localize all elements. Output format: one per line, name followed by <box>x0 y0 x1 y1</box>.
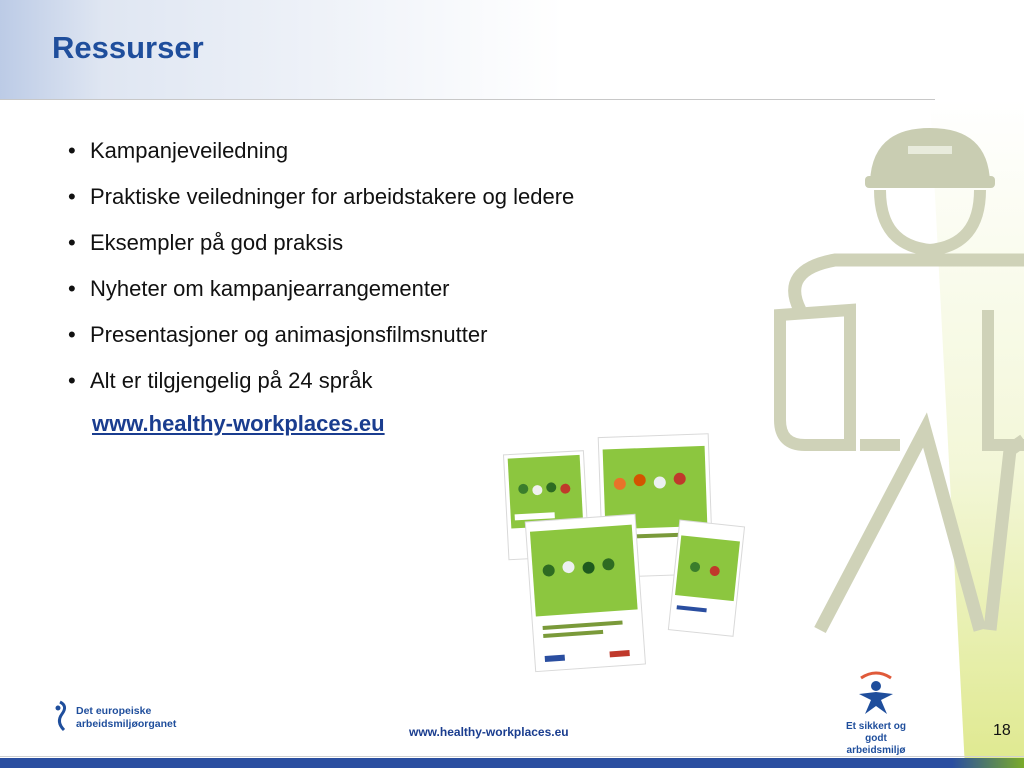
agency-logo-line2: arbeidsmiljøorganet <box>76 718 177 730</box>
campaign-logo-line2: arbeidsmiljø <box>846 745 906 756</box>
bullet-item <box>68 136 574 182</box>
bullet-text: Kampanjeveiledning <box>90 138 289 163</box>
bullet-dot: • <box>68 322 76 347</box>
bullet-dot: • <box>68 368 76 393</box>
footer-bar <box>0 758 1024 768</box>
bullet-text: Presentasjoner og animasjonsfilmsnutter <box>90 322 488 347</box>
bullet-item <box>68 182 574 228</box>
bullet-dot: • <box>68 276 76 301</box>
agency-logo-text <box>76 705 176 731</box>
bullet-item <box>68 366 574 412</box>
bullet-item <box>68 320 574 366</box>
bullet-text: Eksempler på god praksis <box>90 230 344 255</box>
slide-title: Ressurser <box>52 30 204 65</box>
bullet-dot: • <box>68 138 76 163</box>
campaign-logo-text <box>836 721 916 757</box>
website-link[interactable]: www.healthy-workplaces.eu <box>92 411 385 436</box>
campaign-logo-line1: Et sikkert og godt <box>845 721 907 744</box>
bullet-item <box>68 274 574 320</box>
bullet-text: Alt er tilgjengelig på 24 språk <box>90 368 373 393</box>
agency-logo-icon <box>52 700 72 736</box>
page-number: 18 <box>993 722 1011 739</box>
bullet-dot: • <box>68 230 76 255</box>
bullet-text: Nyheter om kampanjearrangementer <box>90 276 450 301</box>
agency-logo-line1: Det europeiske <box>76 705 152 717</box>
footer-url[interactable]: www.healthy-workplaces.eu <box>409 725 569 739</box>
bullet-text: Praktiske veiledninger for arbeidstakere og ledere <box>90 184 575 209</box>
agency-logo <box>52 700 176 736</box>
campaign-brochures <box>495 428 750 678</box>
bullet-list <box>68 136 574 412</box>
bullet-item <box>68 228 574 274</box>
footer-divider <box>0 756 1024 757</box>
campaign-star-figure-icon <box>851 666 901 716</box>
bullet-dot: • <box>68 184 76 209</box>
campaign-logo <box>836 666 916 757</box>
